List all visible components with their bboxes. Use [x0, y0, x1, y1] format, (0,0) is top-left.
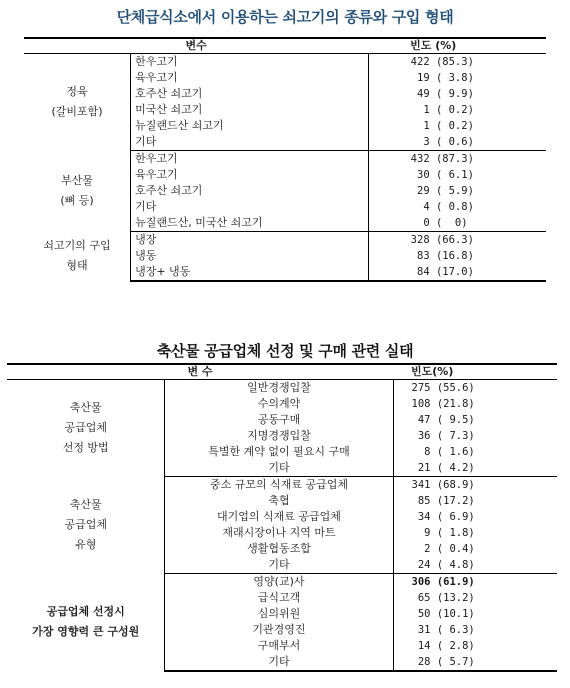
item-cell: 기타 — [165, 654, 393, 671]
item-cell: 영양(교)사 — [165, 574, 393, 591]
frequency-cell: 1 ( 0.2) — [410, 104, 474, 116]
item-cell: 급식고객 — [165, 590, 393, 606]
group-label: 유형 — [75, 538, 97, 551]
item-cell: 지명경쟁입찰 — [165, 428, 393, 444]
item-cell: 재래시장이나 지역 마트 — [165, 525, 393, 541]
item-cell: 기타 — [165, 557, 393, 574]
item-cell: 냉장+ 냉동 — [131, 264, 369, 281]
group-label: 정육 — [66, 85, 88, 99]
frequency-cell: 47 ( 9.5) — [411, 414, 475, 426]
frequency-cell: 31 ( 6.3) — [411, 624, 475, 636]
item-cell: 미국산 쇠고기 — [131, 102, 369, 118]
frequency-cell: 422 (85.3) — [410, 56, 474, 68]
frequency-cell: 8 ( 1.6) — [411, 446, 475, 458]
frequency-cell: 19 ( 3.8) — [410, 72, 474, 84]
supplier-selection-table — [7, 363, 557, 672]
frequency-cell: 50 (10.1) — [411, 608, 475, 620]
frequency-cell: 49 ( 9.9) — [410, 88, 474, 100]
frequency-cell: 108 (21.8) — [411, 398, 475, 410]
item-cell: 육우고기 — [131, 70, 369, 86]
table-row — [24, 232, 546, 249]
group-label: (갈비포함) — [51, 105, 103, 119]
group-label: 축산물 — [69, 498, 102, 511]
frequency-cell: 28 ( 5.7) — [393, 654, 557, 671]
table-header-row — [7, 364, 557, 380]
frequency-cell: 341 (68.9) — [411, 479, 475, 491]
group-label: 가장 영향력 큰 구성원 — [32, 625, 140, 639]
header-variable: 변 수 — [7, 364, 393, 380]
group-label-cell — [7, 477, 165, 574]
beef-type-table — [24, 37, 546, 282]
frequency-cell: 328 (66.3) — [410, 234, 474, 246]
frequency-cell: 14 ( 2.8) — [411, 640, 475, 652]
table1-title: 단체급식소에서 이용하는 쇠고기의 종류와 구입 형태 — [116, 8, 454, 26]
frequency-cell: 65 (13.2) — [411, 592, 475, 604]
item-cell: 기타 — [165, 460, 393, 477]
group-label-cell — [24, 151, 131, 232]
item-cell: 기타 — [131, 199, 369, 215]
frequency-cell: 306 (61.9) — [411, 576, 475, 588]
table2-title: 축산물 공급업체 선정 및 구매 관련 실태 — [156, 342, 414, 360]
header-frequency: 빈도 (%) — [368, 38, 546, 54]
frequency-cell: 29 ( 5.9) — [410, 185, 474, 197]
table-row — [7, 477, 557, 494]
table-row — [24, 151, 546, 168]
item-cell: 냉장 — [131, 232, 369, 249]
item-cell: 축협 — [165, 493, 393, 509]
group-label: 형태 — [66, 259, 88, 273]
item-cell: 한우고기 — [131, 151, 369, 168]
item-cell: 기관경영진 — [165, 622, 393, 638]
item-cell: 공동구매 — [165, 412, 393, 428]
frequency-cell: 84 (17.0) — [368, 264, 546, 281]
group-label: 축산물 — [69, 401, 102, 415]
item-cell: 생활협동조합 — [165, 541, 393, 557]
item-cell: 구매부서 — [165, 638, 393, 654]
item-cell: 한우고기 — [131, 54, 369, 71]
table-row — [24, 54, 546, 71]
frequency-cell: 432 (87.3) — [410, 153, 474, 165]
group-label: 공급업체 — [64, 518, 107, 531]
frequency-cell: 0 ( 0) — [368, 215, 546, 232]
table-header-row — [24, 38, 546, 54]
item-cell: 뉴질랜드산 쇠고기 — [131, 118, 369, 134]
group-label: 공급업체 선정시 — [46, 605, 125, 619]
item-cell: 특별한 계약 없이 필요시 구매 — [165, 444, 393, 460]
frequency-cell: 34 ( 6.9) — [411, 511, 475, 523]
frequency-cell: 30 ( 6.1) — [410, 169, 474, 181]
frequency-cell: 275 (55.6) — [411, 382, 475, 394]
item-cell: 일반경쟁입찰 — [165, 380, 393, 397]
group-label: 쇠고기의 구입 — [43, 239, 111, 253]
frequency-cell: 3 ( 0.6) — [368, 134, 546, 151]
group-label: 공급업체 — [64, 421, 107, 435]
item-cell: 심의위원 — [165, 606, 393, 622]
item-cell: 냉동 — [131, 248, 369, 264]
frequency-cell: 36 ( 7.3) — [411, 430, 475, 442]
frequency-cell: 85 (17.2) — [411, 495, 475, 507]
group-label: 부산물 — [61, 174, 93, 187]
frequency-cell: 1 ( 0.2) — [410, 120, 474, 132]
table-row — [7, 380, 557, 397]
frequency-cell: 4 ( 0.8) — [410, 201, 474, 213]
group-label-cell — [7, 574, 165, 672]
group-label: 선정 방법 — [62, 441, 109, 455]
group-label-cell — [7, 380, 165, 477]
item-cell: 뉴질랜드산, 미국산 쇠고기 — [131, 215, 369, 232]
frequency-cell: 21 ( 4.2) — [393, 460, 557, 477]
item-cell: 수의계약 — [165, 396, 393, 412]
group-label-cell — [24, 54, 131, 151]
header-frequency: 빈도(%) — [393, 364, 557, 380]
group-label: (뼈 등) — [60, 194, 94, 207]
item-cell: 호주산 쇠고기 — [131, 183, 369, 199]
item-cell: 중소 규모의 식재료 공급업체 — [165, 477, 393, 494]
frequency-cell: 2 ( 0.4) — [411, 543, 475, 555]
table-row — [7, 574, 557, 591]
header-variable: 변수 — [24, 38, 368, 54]
frequency-cell: 9 ( 1.8) — [411, 527, 475, 539]
item-cell: 호주산 쇠고기 — [131, 86, 369, 102]
frequency-cell: 24 ( 4.8) — [393, 557, 557, 574]
item-cell: 대기업의 식재료 공급업체 — [165, 509, 393, 525]
group-label-cell — [24, 232, 131, 282]
item-cell: 육우고기 — [131, 167, 369, 183]
item-cell: 기타 — [131, 134, 369, 151]
frequency-cell: 83 (16.8) — [410, 250, 474, 262]
